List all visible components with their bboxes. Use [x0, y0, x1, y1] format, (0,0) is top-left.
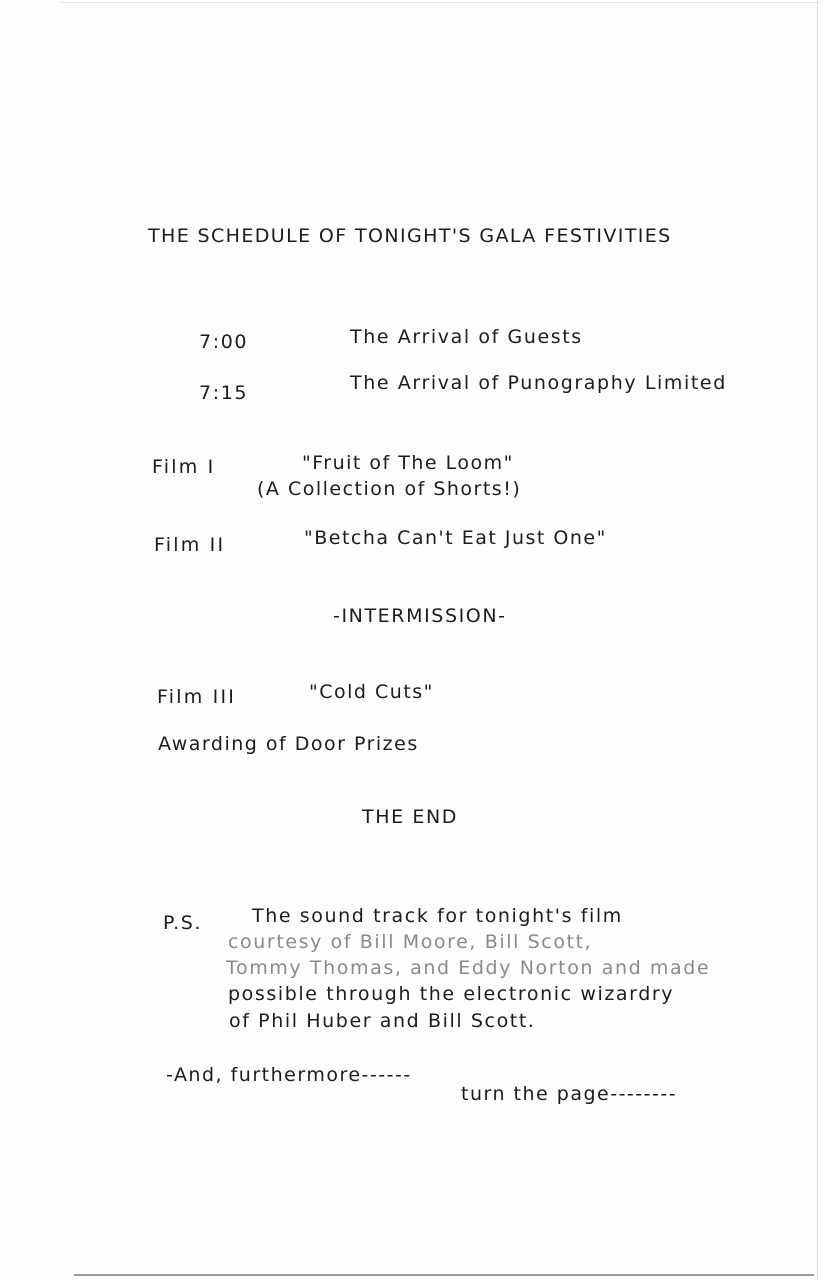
- turn-page-text: turn the page--------: [461, 1083, 678, 1105]
- film-1-title: "Fruit of The Loom": [302, 452, 514, 474]
- ps-line-2: courtesy of Bill Moore, Bill Scott,: [228, 931, 593, 953]
- schedule-event-1: The Arrival of Guests: [350, 326, 583, 348]
- ps-line-4: possible through the electronic wizardry: [228, 983, 675, 1005]
- film-3-label: Film III: [157, 686, 237, 708]
- ps-marker: P.S.: [163, 912, 203, 934]
- page-title: THE SCHEDULE OF TONIGHT'S GALA FESTIVITIES: [148, 225, 672, 247]
- door-prizes-item: Awarding of Door Prizes: [158, 733, 419, 755]
- furthermore-text: -And, furthermore------: [166, 1064, 412, 1086]
- schedule-event-2: The Arrival of Punography Limited: [350, 372, 727, 394]
- ps-line-3: Tommy Thomas, and Eddy Norton and made: [226, 957, 711, 979]
- page-bottom-edge: [74, 1274, 814, 1276]
- schedule-time-1: 7:00: [199, 331, 249, 353]
- page-right-edge: [817, 0, 818, 1280]
- film-1-subtitle: (A Collection of Shorts!): [257, 478, 522, 500]
- the-end-heading: THE END: [362, 806, 458, 828]
- film-3-title: "Cold Cuts": [309, 681, 434, 703]
- ps-line-5: of Phil Huber and Bill Scott.: [229, 1010, 536, 1032]
- film-2-title: "Betcha Can't Eat Just One": [304, 527, 607, 549]
- film-1-label: Film I: [152, 456, 216, 478]
- schedule-time-2: 7:15: [199, 382, 249, 404]
- page-top-edge: [60, 2, 820, 3]
- ps-line-1: The sound track for tonight's film: [252, 905, 623, 927]
- intermission-heading: -INTERMISSION-: [333, 605, 507, 627]
- film-2-label: Film II: [154, 534, 226, 556]
